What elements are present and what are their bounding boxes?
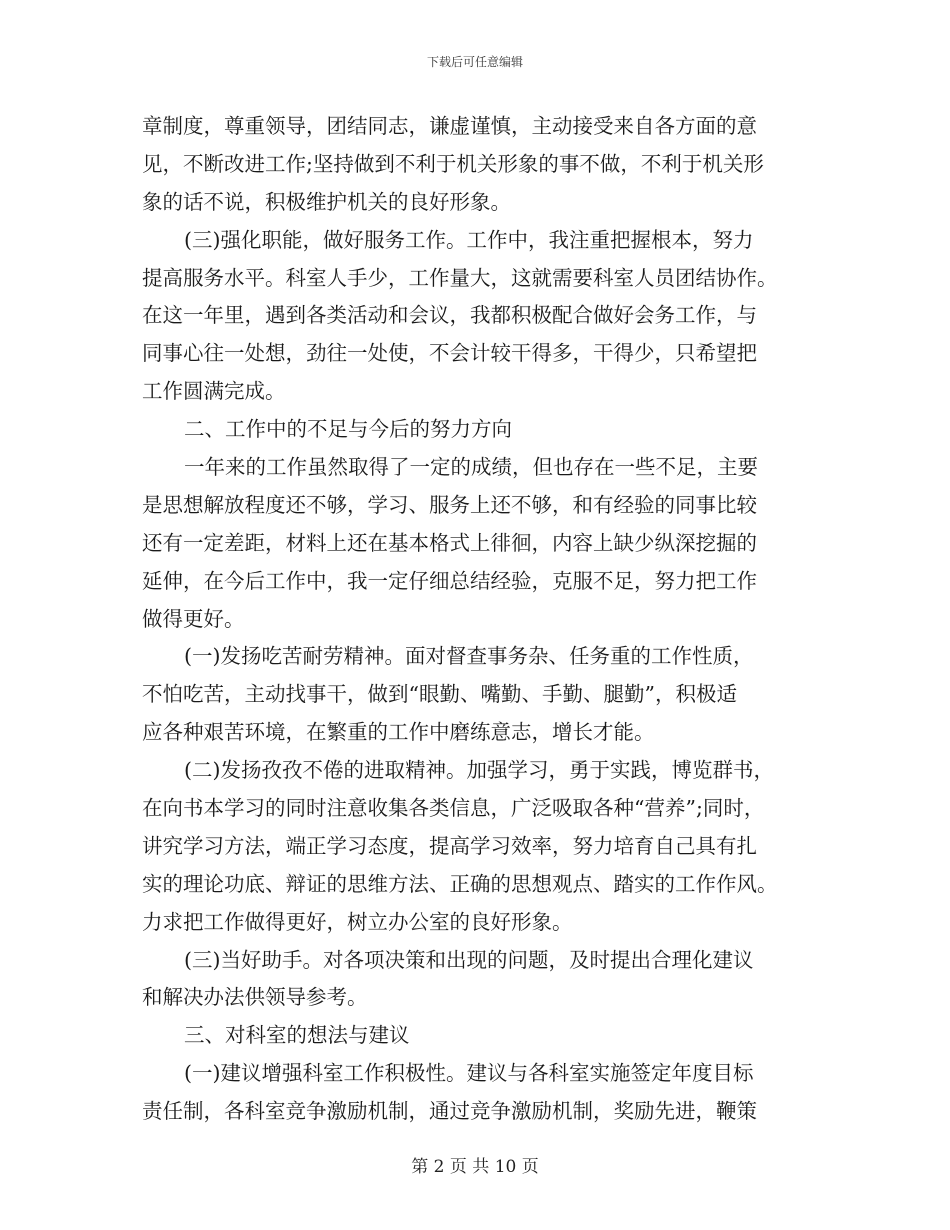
text-line: 还有一定差距，材料上还在基本格式上徘徊，内容上缺少纵深挖掘的 — [142, 530, 757, 555]
text-line: 章制度，尊重领导，团结同志，谦虚谨慎，主动接受来自各方面的意 — [142, 114, 757, 138]
text-line: 延伸，在今后工作中，我一定仔细总结经验，克服不足，努力把工作 — [142, 568, 757, 593]
text-line: 三、对科室的想法与建议 — [184, 1023, 410, 1048]
text-line: 工作圆满完成。 — [142, 379, 286, 404]
text-line: 和解决办法供领导参考。 — [142, 985, 368, 1010]
text-line: (二)发扬孜孜不倦的进取精神。加强学习，勇于实践，博览群书， — [184, 758, 774, 783]
text-line: 在这一年里，遇到各类活动和会议，我都积极配合做好会务工作，与 — [142, 303, 757, 328]
text-line: 提高服务水平。科室人手少，工作量大，这就需要科室人员团结协作。 — [142, 265, 778, 290]
text-line: 不怕吃苦，主动找事干，做到“眼勤、嘴勤、手勤、腿勤”，积极适 — [142, 682, 737, 707]
text-line: 象的话不说，积极维护机关的良好形象。 — [142, 189, 511, 214]
text-line: 讲究学习方法，端正学习态度，提高学习效率，努力培育自己具有扎 — [142, 833, 757, 858]
text-line: 二、工作中的不足与今后的努力方向 — [184, 417, 512, 442]
text-line: 力求把工作做得更好，树立办公室的良好形象。 — [142, 909, 573, 934]
text-line: (三)当好助手。对各项决策和出现的问题，及时提出合理化建议 — [184, 947, 754, 972]
text-line: 同事心往一处想，劲往一处使，不会计较干得多，干得少，只希望把 — [142, 341, 757, 366]
text-line: 是思想解放程度还不够，学习、服务上还不够，和有经验的同事比较 — [142, 492, 757, 517]
text-line: (三)强化职能，做好服务工作。工作中，我注重把握根本，努力 — [184, 227, 754, 252]
text-line: 做得更好。 — [142, 606, 245, 631]
text-line: (一)发扬吃苦耐劳精神。面对督查事务杂、任务重的工作性质， — [184, 644, 754, 669]
page-footer: 第 2 页 共 10 页 — [411, 1157, 539, 1177]
text-line: 实的理论功底、辩证的思维方法、正确的思想观点、踏实的工作作风。 — [142, 871, 778, 896]
document-body — [142, 108, 814, 1131]
text-line: 见，不断改进工作;坚持做到不利于机关形象的事不做，不利于机关形 — [142, 151, 764, 176]
text-line: 应各种艰苦环境，在繁重的工作中磨练意志，增长才能。 — [142, 720, 655, 745]
text-line: 责任制，各科室竞争激励机制，通过竞争激励机制，奖励先进，鞭策 — [142, 1099, 757, 1124]
page-header: 下载后可任意编辑 — [426, 55, 523, 69]
text-line: 在向书本学习的同时注意收集各类信息，广泛吸取各种“营养”;同时， — [142, 796, 765, 821]
text-line: (一)建议增强科室工作积极性。建议与各科室实施签定年度目标 — [184, 1061, 754, 1086]
text-line: 一年来的工作虽然取得了一定的成绩，但也存在一些不足，主要 — [184, 455, 758, 480]
